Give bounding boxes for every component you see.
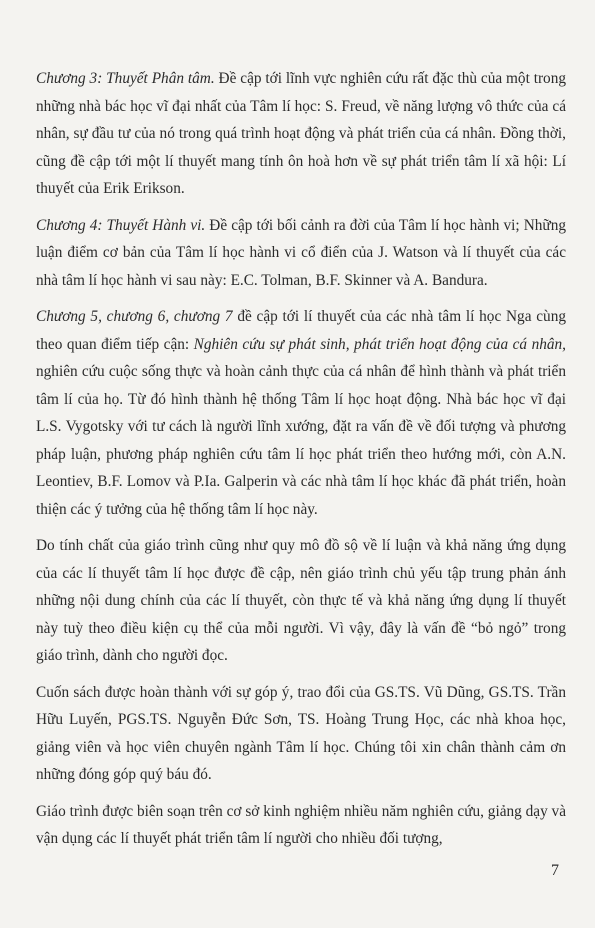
paragraph-chapter-5-7 [36,303,566,523]
paragraph-compilation: Giáo trình được biên soạn trên cơ sở kinh nghiệm nhiều năm nghiên cứu, giảng dạy và vận dụng các lí thuyết phát triển tâm lí người cho nhiều đối tượng, [36,802,566,847]
paragraph-acknowledgements: Cuốn sách được hoàn thành với sự góp ý, trao đổi của GS.TS. Vũ Dũng, GS.TS. Trần Hữu Luyến, PGS.TS. Nguyễn Đức Sơn, TS. Hoàng Trung Học, các nhà khoa học, giảng viên và học viên chuyên ngành Tâm lí học. Chúng tôi xin chân thành cảm ơn những đóng góp quý báu đó. [36,683,566,783]
chapter-5-7-heading: Chương 5, chương 6, chương 7 [36,308,233,325]
chapter-5-7-emphasis: Nghiên cứu sự phát sinh, phát triển hoạt động của cá nhân, [193,335,566,353]
paragraph-chapter-3 [36,65,566,203]
chapter-5-7-text-b: nghiên cứu cuộc sống thực và hoàn cảnh thực của cá nhân để hình thành và phát triển tâm lí của họ. Từ đó hình thành hệ thống Tâm lí học hoạt động. Nhà bác học vĩ đại L.S. Vygotsky với tư cách là người lĩnh xướng, đặt ra vấn đề về đối tượng và phương pháp luận, phương pháp nghiên cứu tâm lí học phát triển theo hướng mới, còn A.N. Leontiev, B.F. Lomov và P.Ia. Galperin và các nhà tâm lí học khác đã phát triển, hoàn thiện các ý tưởng của hệ thống tâm lí học này. [36,363,566,518]
chapter-3-heading: Chương 3: Thuyết Phân tâm. [36,70,215,87]
chapter-5-7-text-a: đề cập tới lí thuyết của các nhà tâm lí học Nga cùng theo quan điểm tiếp cận: [36,308,566,353]
chapter-3-text: Đề cập tới lĩnh vực nghiên cứu rất đặc thù của một trong những nhà bác học vĩ đại nhất của Tâm lí học: S. Freud, về năng lượng vô thức của cá nhân, sự đầu tư của nó trong quá trình hoạt động và phát triển của cá nhân. Đồng thời, cũng đề cập tới một lí thuyết mang tính ôn hoà hơn về sự phát triển tâm lí xã hội: Lí thuyết của Erik Erikson. [36,70,566,197]
chapter-4-heading: Chương 4: Thuyết Hành vi. [36,216,206,234]
chapter-4-text: Đề cập tới bối cảnh ra đời của Tâm lí học hành vi; Những luận điểm cơ bản của Tâm lí học hành vi cổ điển của J. Watson và lí thuyết của các nhà tâm lí học hành vi sau này: E.C. Tolman, B.F. Skinner và A. Bandura. [36,216,566,289]
page-body [36,65,566,862]
paragraph-scope: Do tính chất của giáo trình cũng như quy mô đồ sộ về lí luận và khả năng ứng dụng của các lí thuyết tâm lí học được đề cập, nên giáo trình chủ yếu tập trung phản ánh những nội dung chính của các lí thuyết, còn thực tế và khả năng ứng dụng lí thuyết này tuỳ theo điều kiện cụ thể của mỗi người. Vì vậy, đây là vấn đề “bỏ ngỏ” trong giáo trình, dành cho người đọc. [36,537,566,664]
paragraph-chapter-4 [36,212,566,295]
page-number: 7 [551,862,559,879]
